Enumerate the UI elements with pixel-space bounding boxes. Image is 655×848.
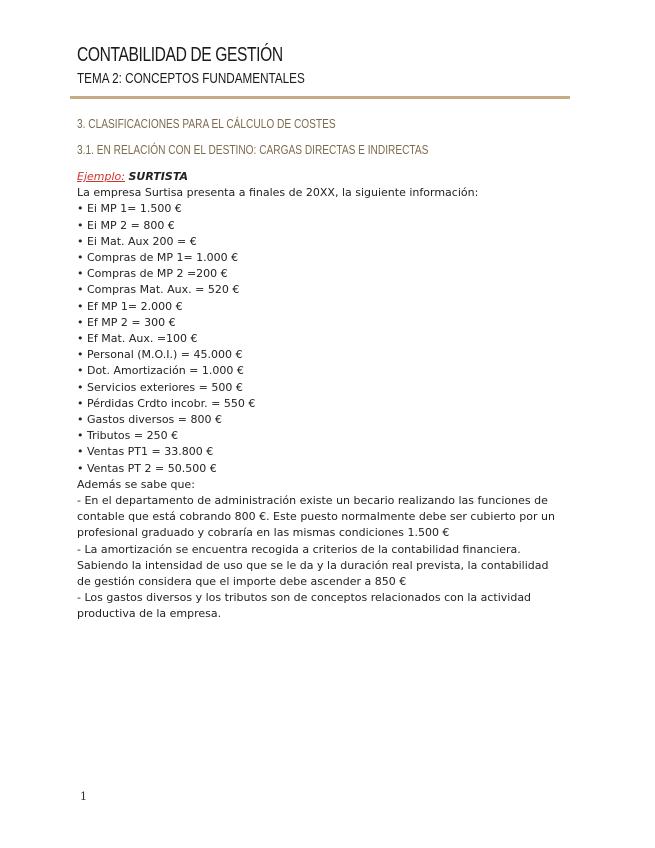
document-title: CONTABILIDAD DE GESTIÓN (77, 44, 283, 66)
example-intro: La empresa Surtisa presenta a finales de 20XX, la siguiente información: (77, 186, 479, 200)
list-item: • Compras de MP 2 =200 € (77, 267, 228, 281)
list-item: • Compras Mat. Aux. = 520 € (77, 283, 240, 297)
data-list (77, 201, 557, 476)
list-item: • Compras de MP 1= 1.000 € (77, 251, 239, 265)
list-item: • Servicios exteriores = 500 € (77, 380, 243, 394)
list-item: • Personal (M.O.I.) = 45.000 € (77, 348, 243, 362)
list-item: • Ef MP 2 = 300 € (77, 315, 176, 329)
list-item: • Tributos = 250 € (77, 429, 179, 443)
example-label: Ejemplo: (77, 170, 125, 183)
example-content (77, 169, 557, 623)
list-item: • Dot. Amortización = 1.000 € (77, 364, 244, 378)
list-item: • Ei Mat. Aux 200 = € (77, 234, 197, 248)
list-item: • Ventas PT 2 = 50.500 € (77, 461, 217, 475)
document-subtitle: TEMA 2: CONCEPTOS FUNDAMENTALES (77, 70, 305, 87)
note-paragraph: - Los gastos diversos y los tributos son de conceptos relacionados con la actividad productiva de la empresa. (77, 591, 532, 621)
list-item: • Ei MP 2 = 800 € (77, 218, 175, 232)
also-known-heading: Además se sabe que: (77, 477, 195, 491)
example-heading (77, 169, 557, 185)
section-heading: 3. CLASIFICACIONES PARA EL CÁLCULO DE COSTES (77, 116, 336, 131)
example-name: SURTISTA (128, 170, 188, 183)
header-divider (70, 96, 570, 99)
list-item: • Ef MP 1= 2.000 € (77, 299, 183, 313)
list-item: • Ef Mat. Aux. =100 € (77, 332, 198, 346)
subsection-heading: 3.1. EN RELACIÓN CON EL DESTINO: CARGAS DIRECTAS E INDIRECTAS (77, 142, 429, 157)
note-paragraph: - En el departamento de administración existe un becario realizando las funciones de contable que está cobrando 800 €. Este puesto normalmente debe ser cubierto por un profesional graduado y cobraría en las mismas condiciones 1.500 € (77, 494, 555, 540)
list-item: • Ei MP 1= 1.500 € (77, 202, 182, 216)
page-number: 1 (80, 790, 87, 803)
note-paragraph: - La amortización se encuentra recogida a criterios de la contabilidad financiera. Sabiendo la intensidad de uso que se le da y la duración real prevista, la contabilidad de gestión considera que el importe debe ascender a 850 € (77, 542, 549, 589)
list-item: • Pérdidas Crdto incobr. = 550 € (77, 396, 256, 410)
list-item: • Ventas PT1 = 33.800 € (77, 445, 214, 459)
list-item: • Gastos diversos = 800 € (77, 413, 222, 427)
